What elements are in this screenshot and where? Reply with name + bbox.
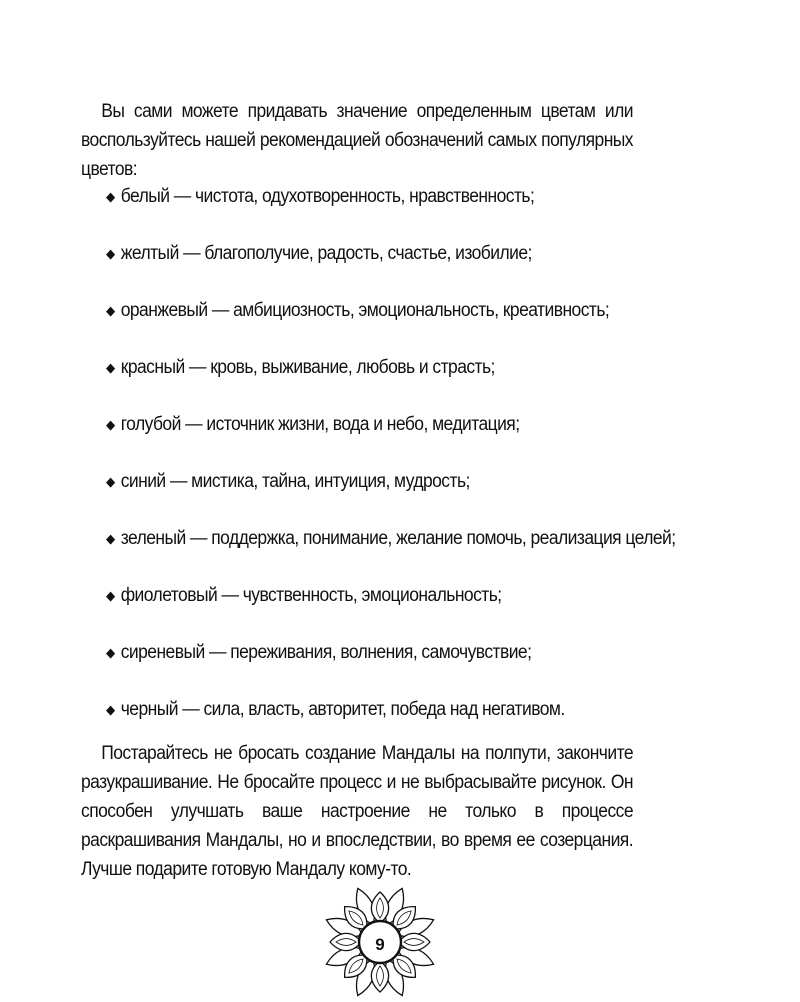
diamond-bullet-icon: ◆	[106, 303, 115, 318]
diamond-bullet-icon: ◆	[106, 189, 115, 204]
diamond-bullet-icon: ◆	[106, 645, 115, 660]
list-item-text: синий — мистика, тайна, интуиция, мудрость;	[120, 471, 470, 492]
list-item-text: сиреневый — переживания, волнения, самочувствие;	[120, 642, 532, 663]
list-item	[106, 581, 676, 638]
diamond-bullet-icon: ◆	[106, 531, 115, 546]
list-item	[106, 467, 676, 524]
intro-text: Вы сами можете придавать значение определенным цветам или воспользуйтесь нашей рекомендацией обозначений самых популярных цветов:	[81, 101, 634, 180]
color-meanings-list	[106, 182, 725, 752]
list-item	[106, 182, 676, 239]
intro-paragraph	[81, 97, 633, 184]
diamond-bullet-icon: ◆	[106, 588, 115, 603]
closing-paragraph	[81, 739, 633, 884]
list-item-text: оранжевый — амбициозность, эмоциональность, креативность;	[120, 300, 610, 321]
closing-text: Постарайтесь не бросать создание Мандалы на полпути, закончите разукрашивание. Не бросайте процесс и не выбрасывайте рисунок. Он способен улучшать ваше настроение не только в процессе раскрашивания Мандалы, но и впоследствии, во время ее созерцания. Лучше подарите готовую Мандалу кому-то.	[81, 743, 634, 880]
list-item	[106, 410, 676, 467]
list-item	[106, 524, 676, 581]
list-item	[106, 353, 676, 410]
list-item	[106, 239, 676, 296]
list-item-text: красный — кровь, выживание, любовь и страсть;	[120, 357, 495, 378]
list-item-text: зеленый — поддержка, понимание, желание помочь, реализация целей;	[120, 528, 676, 549]
list-item-text: голубой — источник жизни, вода и небо, медитация;	[120, 414, 520, 435]
list-item-text: желтый — благополучие, радость, счастье, изобилие;	[120, 243, 532, 264]
diamond-bullet-icon: ◆	[106, 417, 115, 432]
page-number: 9	[375, 935, 385, 954]
list-item-text: фиолетовый — чувственность, эмоциональность;	[120, 585, 502, 606]
list-item	[106, 296, 676, 353]
diamond-bullet-icon: ◆	[106, 360, 115, 375]
diamond-bullet-icon: ◆	[106, 474, 115, 489]
list-item	[106, 638, 676, 695]
list-item-text: черный — сила, власть, авторитет, победа над негативом.	[120, 699, 565, 720]
diamond-bullet-icon: ◆	[106, 246, 115, 261]
diamond-bullet-icon: ◆	[106, 702, 115, 717]
list-item-text: белый — чистота, одухотворенность, нравственность;	[120, 186, 535, 207]
